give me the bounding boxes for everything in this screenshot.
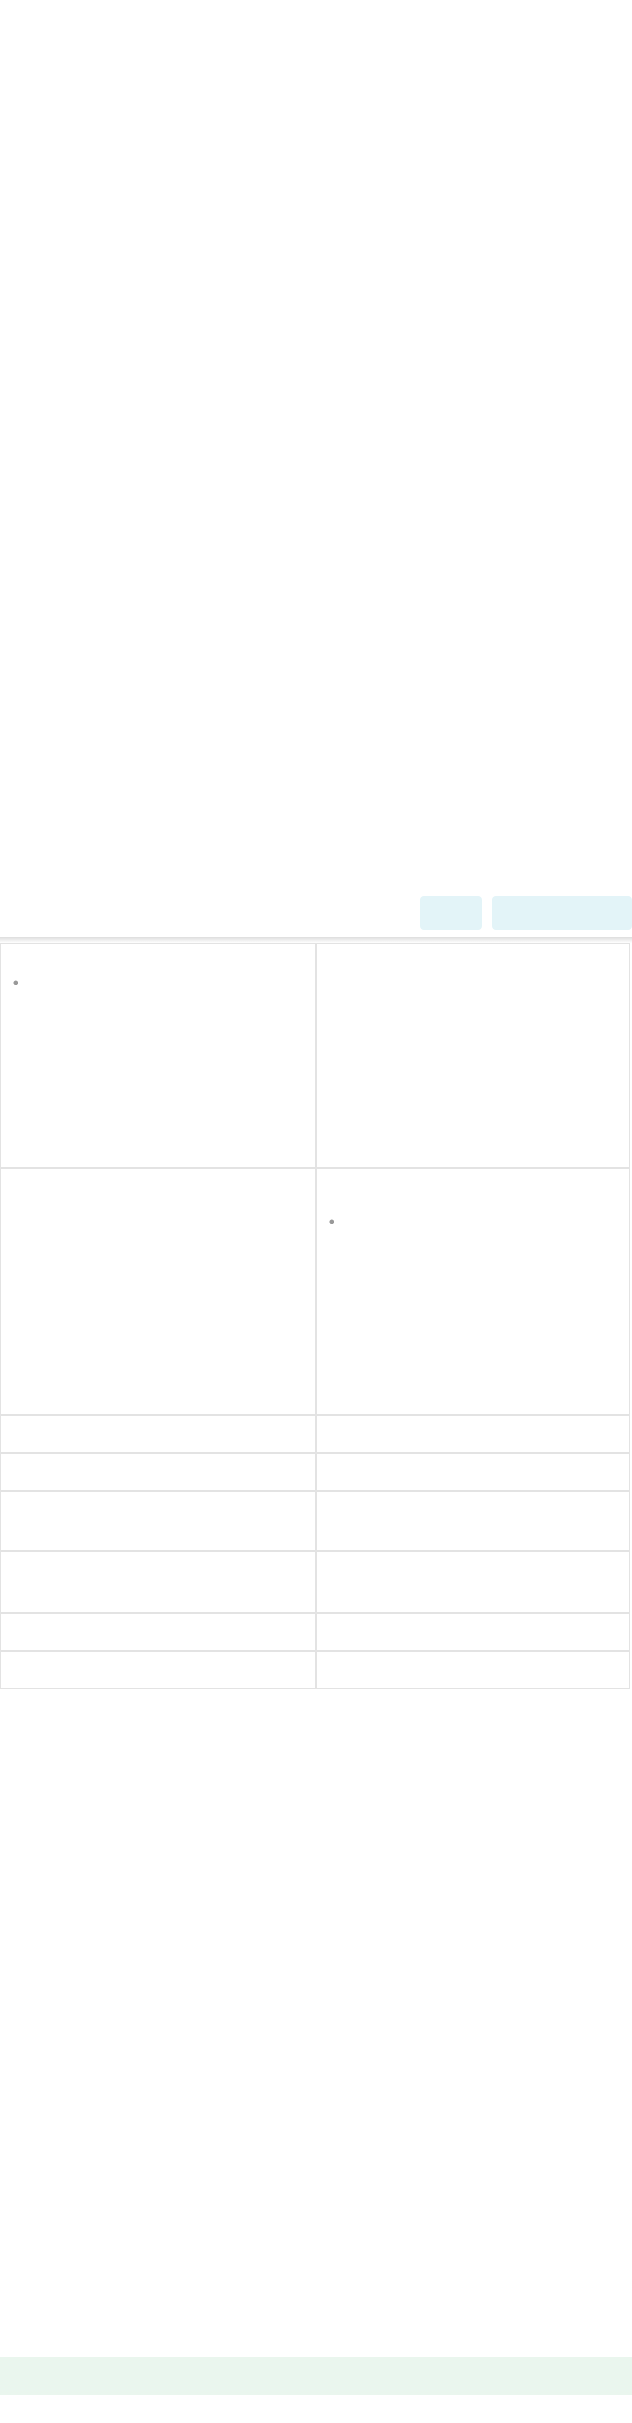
schema-cell-left-1 — [0, 943, 316, 1168]
answer-highlight — [0, 2357, 632, 2395]
table-header-dialogue — [0, 1651, 316, 1689]
schema-not-agree — [316, 1453, 630, 1491]
schema-disagree — [0, 1415, 316, 1453]
schema-empty — [316, 1415, 630, 1453]
table-header-chart — [316, 1651, 630, 1689]
all-exercises-button[interactable] — [492, 896, 632, 930]
next-exercise-button[interactable] — [420, 896, 482, 930]
schema-empty — [316, 1491, 630, 1551]
schema-empty — [0, 1551, 316, 1613]
schema-expr-condition — [316, 1551, 630, 1613]
schema-empty — [0, 1453, 316, 1491]
schema-cell-right-2 — [316, 1168, 630, 1415]
schema-condition — [0, 1491, 316, 1551]
schema-cell-left-2 — [0, 1168, 316, 1415]
schema-cell-right-1 — [316, 943, 630, 1168]
schema-agree — [0, 1613, 316, 1651]
schema-empty — [316, 1613, 630, 1651]
